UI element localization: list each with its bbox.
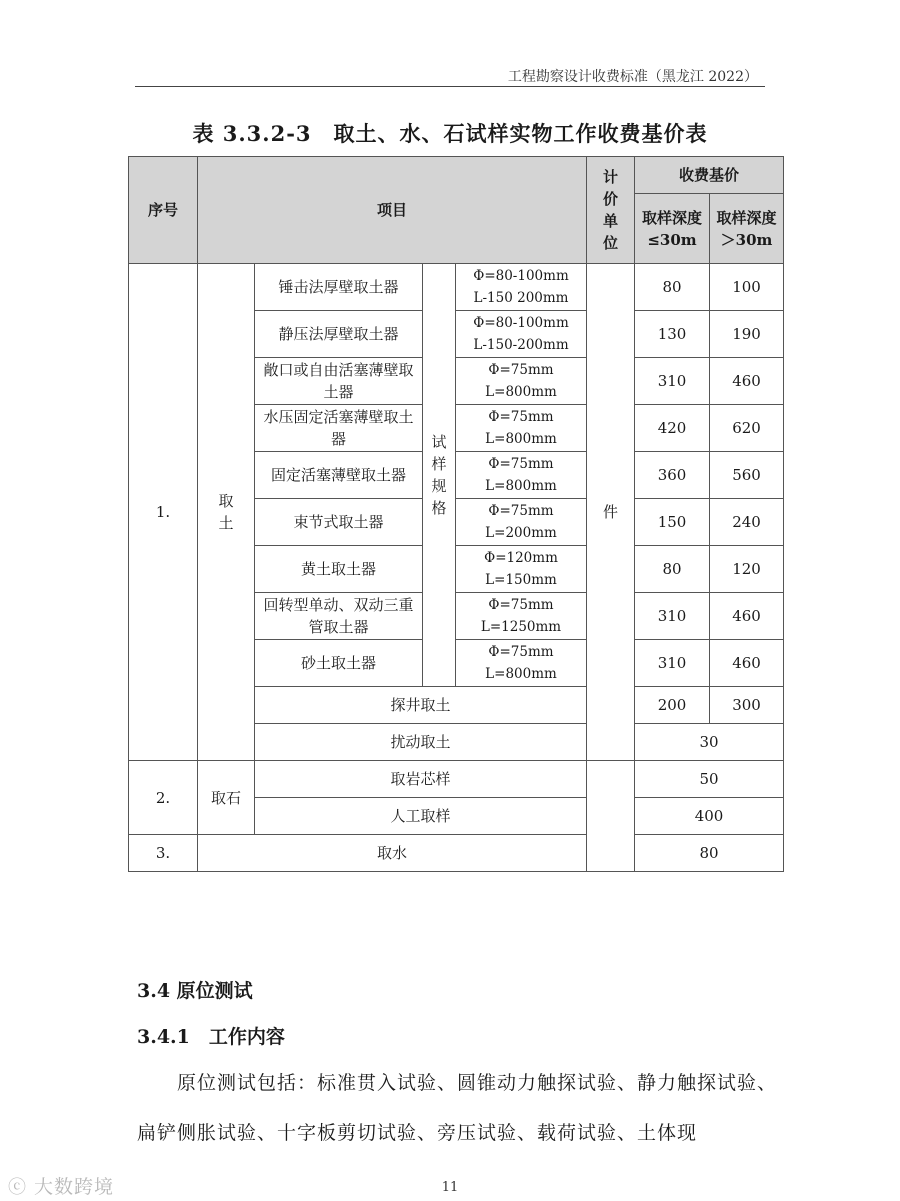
spec-length: L=800mm: [485, 384, 557, 400]
spec-diameter: Φ=80-100mm: [473, 268, 569, 284]
sampler-spec: [456, 546, 587, 593]
sampler-spec: [456, 640, 587, 687]
watermark-logo-icon: ⓒ: [8, 1177, 27, 1198]
group2-seq: 2.: [129, 761, 198, 835]
spec-diameter: Φ=75mm: [488, 362, 554, 378]
price-gt: 460: [710, 593, 784, 640]
price-le: 80: [635, 264, 710, 311]
sampler-name: 砂土取土器: [255, 640, 423, 687]
sampler-spec: [456, 311, 587, 358]
price-merged: 80: [635, 835, 784, 872]
price-gt: 100: [710, 264, 784, 311]
price-merged: 30: [635, 724, 784, 761]
water-sampling: 取水: [198, 835, 587, 872]
spec-length: L=1250mm: [480, 619, 562, 635]
sampler-name: 黄土取土器: [255, 546, 423, 593]
watermark: [8, 1172, 114, 1199]
price-merged: 400: [635, 798, 784, 835]
header-depth-gt-text: 取样深度＞30m: [716, 208, 777, 249]
spec-diameter: Φ=75mm: [488, 597, 554, 613]
spec-diameter: Φ=75mm: [488, 644, 554, 660]
price-le: 310: [635, 640, 710, 687]
spec-diameter: Φ=75mm: [488, 456, 554, 472]
manual-sampling: 人工取样: [255, 798, 587, 835]
page-number: 11: [441, 1180, 459, 1195]
group1-category: [198, 264, 255, 761]
sampler-name: 束节式取土器: [255, 499, 423, 546]
header-depth-gt: [710, 194, 784, 264]
paragraph-text: 原位测试包括：标准贯入试验、圆锥动力触探试验、静力触探试验、扁铲侧胀试验、十字板剪切试验、旁压试验、载荷试验、土体现: [137, 1072, 778, 1144]
subsection-heading: 3.4.1 工作内容: [137, 1026, 285, 1048]
group1-category-text: 取土: [218, 492, 234, 532]
core-sampling: 取岩芯样: [255, 761, 587, 798]
section-heading: 3.4 原位测试: [137, 980, 253, 1002]
spec-label-text: 试样规格: [431, 433, 447, 517]
spec-length: L=200mm: [485, 525, 557, 541]
group3-seq: 3.: [129, 835, 198, 872]
sampler-spec: [456, 264, 587, 311]
table-title: 表 3.3.2-3 取土、水、石试样实物工作收费基价表: [192, 121, 708, 146]
price-le: 130: [635, 311, 710, 358]
price-gt: 560: [710, 452, 784, 499]
fee-table: [128, 156, 784, 872]
price-merged: 50: [635, 761, 784, 798]
header-unit: [587, 157, 635, 264]
disturbed-sampling: 扰动取土: [255, 724, 587, 761]
spec-length: L=150mm: [485, 572, 557, 588]
header-price: 收费基价: [635, 157, 784, 194]
price-gt: 300: [710, 687, 784, 724]
sampler-name: 锤击法厚壁取土器: [255, 264, 423, 311]
spec-length: L-150 200mm: [473, 290, 569, 306]
spec-diameter: Φ=75mm: [488, 503, 554, 519]
header-seq: 序号: [129, 157, 198, 264]
header-item: 项目: [198, 157, 587, 264]
body-paragraph: [137, 1058, 777, 1158]
group1-unit: 件: [587, 264, 635, 761]
price-gt: 460: [710, 358, 784, 405]
running-header: 工程勘察设计收费标准（黑龙江 2022）: [507, 69, 758, 85]
spec-length: L=800mm: [485, 478, 557, 494]
price-le: 420: [635, 405, 710, 452]
spec-diameter: Φ=80-100mm: [473, 315, 569, 331]
header-depth-le: [635, 194, 710, 264]
spec-label: [423, 264, 456, 687]
sampler-name: 静压法厚壁取土器: [255, 311, 423, 358]
price-le: 200: [635, 687, 710, 724]
sampler-name: 回转型单动、双动三重管取土器: [255, 593, 423, 640]
price-gt: 460: [710, 640, 784, 687]
watermark-text: 大数跨境: [34, 1176, 115, 1198]
sampler-spec: [456, 452, 587, 499]
sampler-name: 固定活塞薄壁取土器: [255, 452, 423, 499]
spec-length: L=800mm: [485, 666, 557, 682]
group2-category: 取石: [198, 761, 255, 835]
spec-length: L=800mm: [485, 431, 557, 447]
sampler-name: 敞口或自由活塞薄壁取土器: [255, 358, 423, 405]
spec-diameter: Φ=120mm: [484, 550, 558, 566]
sampler-spec: [456, 499, 587, 546]
price-le: 80: [635, 546, 710, 593]
price-le: 310: [635, 593, 710, 640]
header-depth-le-text: 取样深度≤30m: [642, 208, 703, 249]
well-sampling: 探井取土: [255, 687, 587, 724]
unit-empty: [587, 761, 635, 872]
spec-length: L-150-200mm: [473, 337, 569, 353]
price-gt: 190: [710, 311, 784, 358]
price-gt: 120: [710, 546, 784, 593]
group1-seq: 1.: [129, 264, 198, 761]
sampler-spec: [456, 593, 587, 640]
header-rule: [135, 86, 765, 87]
sampler-spec: [456, 358, 587, 405]
price-le: 310: [635, 358, 710, 405]
header-unit-text: 计价单位: [603, 168, 619, 252]
price-gt: 620: [710, 405, 784, 452]
price-le: 360: [635, 452, 710, 499]
sampler-name: 水压固定活塞薄壁取土器: [255, 405, 423, 452]
table-row: [129, 761, 784, 798]
sampler-spec: [456, 405, 587, 452]
spec-diameter: Φ=75mm: [488, 409, 554, 425]
price-le: 150: [635, 499, 710, 546]
table-row: [129, 264, 784, 311]
price-gt: 240: [710, 499, 784, 546]
table-row: [129, 835, 784, 872]
